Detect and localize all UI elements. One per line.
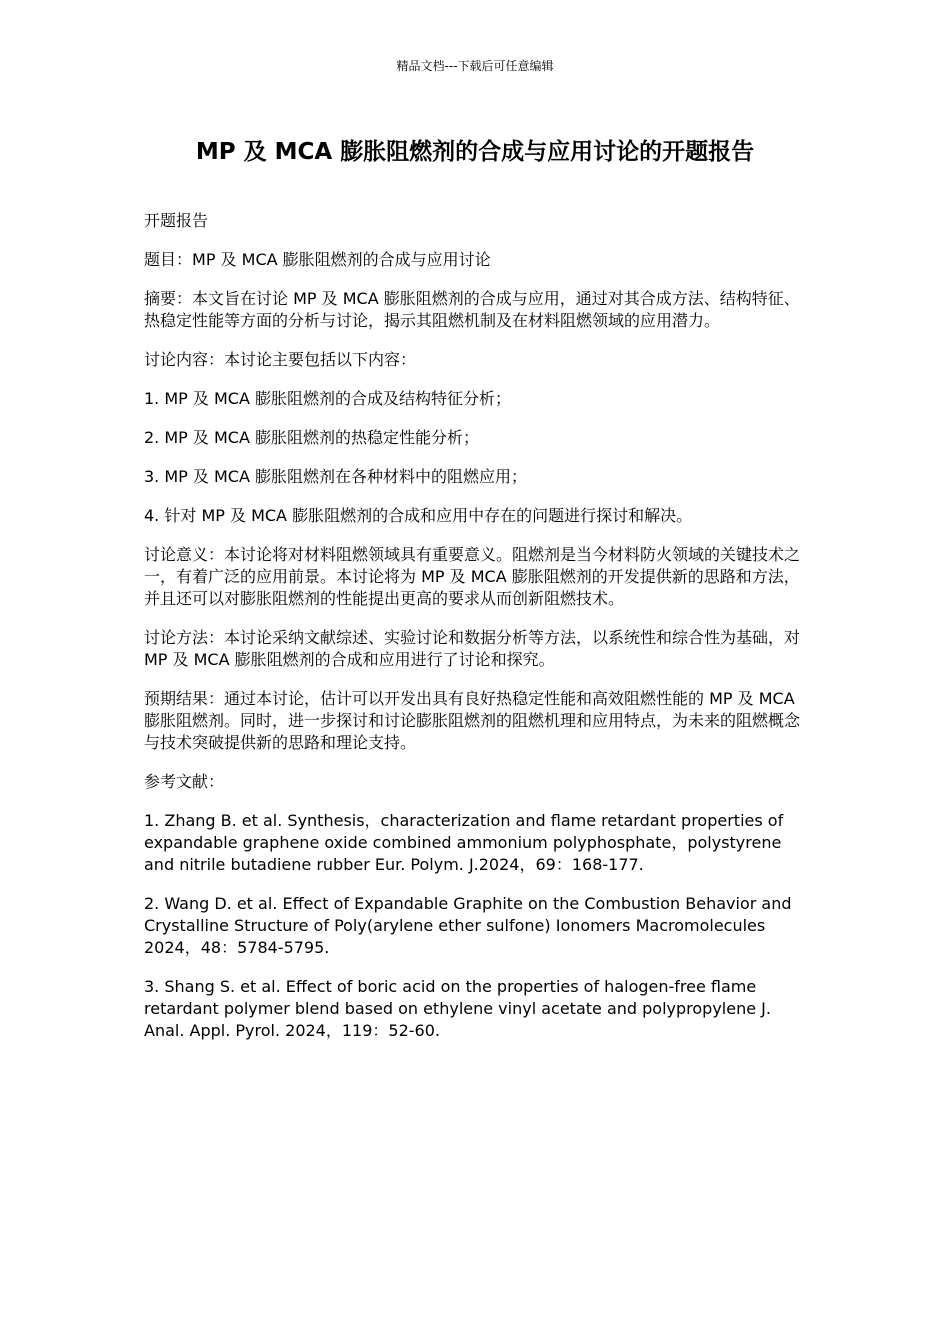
significance-paragraph [144,544,806,610]
page-header-note: 精品文档---下载后可任意编辑 [396,59,554,73]
content-intro-label: 讨论内容： [144,350,225,369]
document-title: MP 及 MCA 膨胀阻燃剂的合成与应用讨论的开题报告 [195,139,755,165]
method-paragraph [144,627,806,671]
content-item-3: 3. MP 及 MCA 膨胀阻燃剂在各种材料中的阻燃应用； [144,467,527,486]
method-text: 本讨论采纳文献综述、实验讨论和数据分析等方法，以系统性和综合性为基础，对 MP 及 MCA 膨胀阻燃剂的合成和应用进行了讨论和探究。 [144,628,801,669]
content-item-1: 1. MP 及 MCA 膨胀阻燃剂的合成及结构特征分析； [144,389,511,408]
content-intro-paragraph [144,349,806,371]
content-item-2: 2. MP 及 MCA 膨胀阻燃剂的热稳定性能分析； [144,428,479,447]
expected-text: 通过本讨论，估计可以开发出具有良好热稳定性能和高效阻燃性能的 MP 及 MCA 膨胀阻燃剂。同时，进一步探讨和讨论膨胀阻燃剂的阻燃机理和应用特点，为未来的阻燃概念与技术突破提供新的思路和理论支持。 [144,689,801,752]
expected-label: 预期结果： [144,689,225,708]
abstract-text: 本文旨在讨论 MP 及 MCA 膨胀阻燃剂的合成与应用，通过对其合成方法、结构特征、热稳定性能等方面的分析与讨论，揭示其阻燃机制及在材料阻燃领域的应用潜力。 [144,289,800,330]
expected-paragraph [144,688,806,754]
content-item-4: 4. 针对 MP 及 MCA 膨胀阻燃剂的合成和应用中存在的问题进行探讨和解决。 [144,506,693,525]
method-label: 讨论方法： [144,628,225,647]
section-label: 开题报告 [144,211,209,230]
topic-label: 题目： [144,250,193,269]
reference-item-2: 2. Wang D. et al. Effect of Expandable Graphite on the Combustion Behavior and Crystalline Structure of Poly(arylene ether sulfone) Ionomers Macromolecules 2024，48：5784-5795. [144,894,792,957]
content-intro-text: 本讨论主要包括以下内容： [224,350,417,369]
topic-text: MP 及 MCA 膨胀阻燃剂的合成与应用讨论 [192,250,491,269]
reference-item-3: 3. Shang S. et al. Effect of boric acid on the properties of halogen-free flame retardant polymer blend based on ethylene vinyl acetate and polypropylene J. Anal. Appl. Pyrol. 2024，119：52-60. [144,977,771,1040]
significance-label: 讨论意义： [144,545,225,564]
document-body [144,210,806,1059]
references-label: 参考文献： [144,772,225,791]
significance-text: 本讨论将对材料阻燃领域具有重要意义。阻燃剂是当今材料防火领域的关键技术之一，有着广泛的应用前景。本讨论将为 MP 及 MCA 膨胀阻燃剂的开发提供新的思路和方法，并且还可以对膨胀阻燃剂的性能提出更高的要求从而创新阻燃技术。 [144,545,801,608]
reference-item-1: 1. Zhang B. et al. Synthesis，characterization and flame retardant properties of expandable graphene oxide combined ammonium polyphosphate，polystyrene and nitrile butadiene rubber Eur. Polym. J.2024，69：168-177. [144,811,784,874]
abstract-label: 摘要： [144,289,193,308]
abstract-paragraph [144,288,806,332]
topic-paragraph [144,249,806,271]
